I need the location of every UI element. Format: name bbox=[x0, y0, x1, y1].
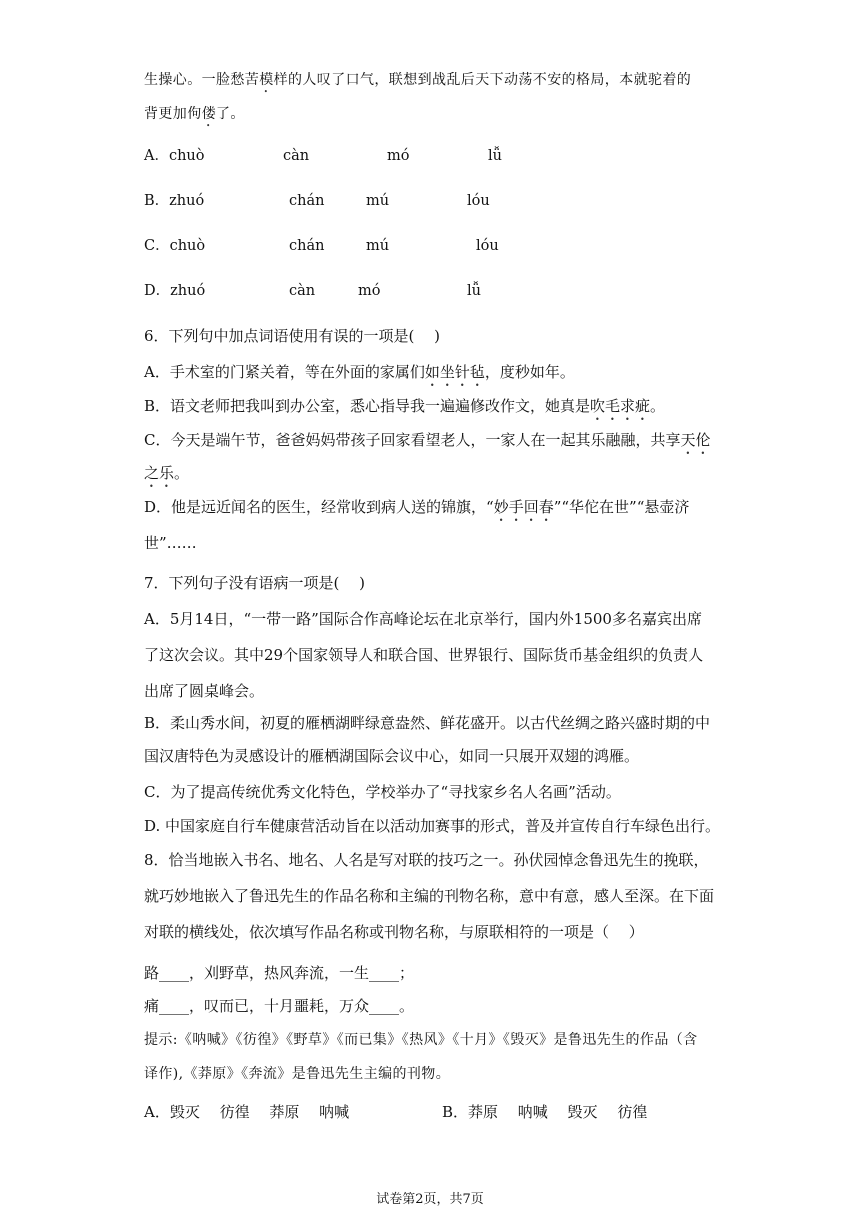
q6-option-c[interactable] bbox=[144, 430, 711, 458]
hint-line2: 译作),《莽原》《奔流》是鲁迅先生主编的刊物。 bbox=[144, 1066, 451, 1082]
text-segment: D．他是远近闻名的医生，经常收到病人送的锦旗，“ bbox=[144, 498, 494, 516]
text-segment: 背更加佝 bbox=[144, 106, 202, 122]
page-footer: 试卷第2页，共7页 bbox=[376, 1192, 484, 1207]
text-segment: ，度秒如年。 bbox=[484, 363, 575, 381]
couplet-line2: 痛____，叹而已，十月噩耗，万众____。 bbox=[144, 997, 415, 1015]
pinyin: lǚ bbox=[467, 283, 481, 299]
option-label: D．zhuó bbox=[144, 283, 206, 299]
text-segment: 生操心。一脸愁苦 bbox=[144, 72, 260, 88]
q8-option-b[interactable]: B．莽原 呐喊 毁灭 彷徨 bbox=[442, 1103, 648, 1121]
q6-option-d-cont: 世”…… bbox=[144, 534, 197, 552]
text-segment: 。 bbox=[650, 397, 666, 415]
text-segment: ”“华佗在世”“悬壶济 bbox=[553, 498, 690, 516]
dotted-char: 模 bbox=[259, 72, 274, 88]
text-segment: A．手术室的门紧关着，等在外面的家属们 bbox=[144, 363, 425, 381]
pinyin: lóu bbox=[476, 238, 499, 254]
pinyin: chán bbox=[289, 238, 325, 254]
q6-option-a[interactable] bbox=[144, 362, 575, 390]
option-label: C．chuò bbox=[144, 238, 206, 254]
pinyin: lóu bbox=[467, 193, 490, 209]
q7-option-d[interactable]: D. 中国家庭自行车健康营活动旨在以活动加赛事的形式，普及并宣传自行车绿色出行。 bbox=[144, 817, 721, 835]
q5-passage-line2 bbox=[144, 104, 245, 130]
q7-option-b[interactable]: B．柔山秀水间，初夏的雁栖湖畔绿意盎然、鲜花盛开。以古代丝绸之路兴盛时期的中 bbox=[144, 714, 711, 732]
text-segment: 了。 bbox=[216, 106, 245, 122]
pinyin: càn bbox=[283, 148, 310, 164]
text-segment: 样的人叹了口气，联想到战乱后天下动荡不安的格局，本就驼着的 bbox=[273, 72, 692, 88]
pinyin: mó bbox=[358, 283, 381, 299]
q6-stem: 6．下列句中加点词语使用有误的一项是( ) bbox=[144, 327, 441, 345]
dotted-phrase: 如坐针毡 bbox=[424, 363, 485, 381]
text-segment: C．今天是端午节，爸爸妈妈带孩子回家看望老人，一家人在一起其乐融融，共享 bbox=[144, 431, 681, 449]
dotted-char: 偻 bbox=[201, 106, 217, 122]
text-segment: B．语文老师把我叫到办公室，悉心指导我一遍遍修改作文，她真是 bbox=[144, 397, 591, 415]
option-label: B．zhuó bbox=[144, 193, 205, 209]
dotted-phrase: 吹毛求疵 bbox=[590, 397, 651, 415]
option-label: A．chuò bbox=[144, 148, 205, 164]
q7-option-b-cont: 国汉唐特色为灵感设计的雁栖湖国际会议中心，如同一只展开双翅的鸿雁。 bbox=[144, 747, 640, 765]
text-segment: 。 bbox=[174, 464, 190, 482]
q7-option-a[interactable]: A．5月14日，“一带一路”国际合作高峰论坛在北京举行，国内外1500多名嘉宾出席 bbox=[144, 610, 702, 628]
q8-stem-line1: 8．恰当地嵌入书名、地名、人名是写对联的技巧之一。孙伏园悼念鲁迅先生的挽联， bbox=[144, 851, 709, 869]
pinyin: mú bbox=[366, 238, 390, 254]
dotted-phrase: 妙手回春 bbox=[493, 498, 554, 516]
q7-option-a-cont: 了这次会议。其中29个国家领导人和联合国、世界银行、国际货币基金组织的负责人 bbox=[144, 646, 704, 664]
q8-stem-line2: 就巧妙地嵌入了鲁迅先生的作品名称和主编的刊物名称，意中有意，感人至深。在下面 bbox=[144, 887, 715, 905]
pinyin: lǚ bbox=[488, 148, 502, 164]
dotted-phrase: 天伦 bbox=[680, 431, 711, 449]
q8-option-a[interactable]: A．毁灭 彷徨 莽原 呐喊 bbox=[144, 1103, 350, 1121]
q5-passage-line1 bbox=[144, 70, 691, 96]
hint-line1: 提示:《呐喊》《彷徨》《野草》《而已集》《热风》《十月》《毁灭》是鲁迅先生的作品（含 bbox=[144, 1032, 698, 1048]
q8-stem-line3: 对联的横线处，依次填写作品名称或刊物名称，与原联相符的一项是（ ） bbox=[144, 923, 644, 941]
dotted-phrase: 之乐 bbox=[144, 464, 175, 482]
q7-option-a-cont: 出席了圆桌峰会。 bbox=[144, 682, 265, 700]
pinyin: chán bbox=[289, 193, 325, 209]
pinyin: càn bbox=[289, 283, 316, 299]
q7-option-c[interactable]: C．为了提高传统优秀文化特色，学校举办了“寻找家乡名人名画”活动。 bbox=[144, 783, 621, 801]
q6-option-c-cont bbox=[144, 463, 189, 491]
pinyin: mú bbox=[366, 193, 390, 209]
pinyin: mó bbox=[387, 148, 410, 164]
q6-option-b[interactable] bbox=[144, 396, 665, 424]
q6-option-d[interactable] bbox=[144, 497, 689, 525]
couplet-line1: 路____，刈野草，热风奔流，一生____； bbox=[144, 964, 415, 982]
q7-stem: 7．下列句子没有语病一项是( ) bbox=[144, 574, 366, 592]
